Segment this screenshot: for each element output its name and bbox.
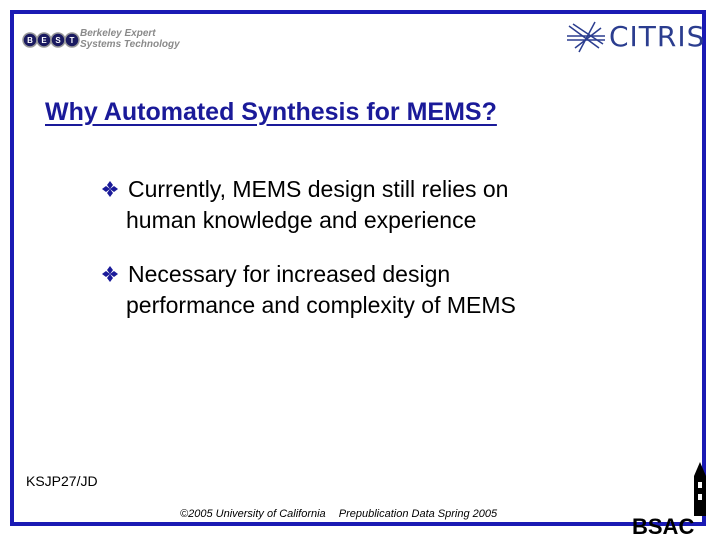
bullet-item: [102, 174, 662, 236]
best-logo-line-2: Systems Technology: [80, 39, 180, 50]
best-logo-text: [80, 28, 180, 50]
svg-text:B: B: [27, 36, 33, 45]
svg-text:E: E: [41, 36, 47, 45]
svg-text:S: S: [55, 36, 61, 45]
slide-title: Why Automated Synthesis for MEMS?: [45, 98, 497, 126]
diamond-bullet-icon: [102, 266, 118, 282]
diamond-bullet-icon: [102, 181, 118, 197]
svg-text:T: T: [69, 36, 75, 45]
bullet-item: [102, 259, 662, 321]
best-logo-line-1: Berkeley Expert: [80, 28, 156, 39]
bullet-text-line-2: human knowledge and experience: [126, 207, 477, 233]
bsac-logo-text: BSAC: [632, 514, 695, 538]
bullet-text-line-1: Necessary for increased design: [128, 261, 451, 287]
bullet-text-line-2: performance and complexity of MEMS: [126, 292, 516, 318]
bsac-logo: [628, 460, 716, 538]
slide-id-code: KSJP27/JD: [26, 473, 98, 489]
prepublication-note: Prepublication Data Spring 2005: [338, 508, 498, 520]
footer-copyright: [180, 508, 497, 520]
copyright-text: ©2005 University of California: [180, 508, 326, 520]
bullet-text-line-1: Currently, MEMS design still relies on: [128, 176, 509, 202]
citris-logo-text: CITRIS: [609, 20, 706, 53]
